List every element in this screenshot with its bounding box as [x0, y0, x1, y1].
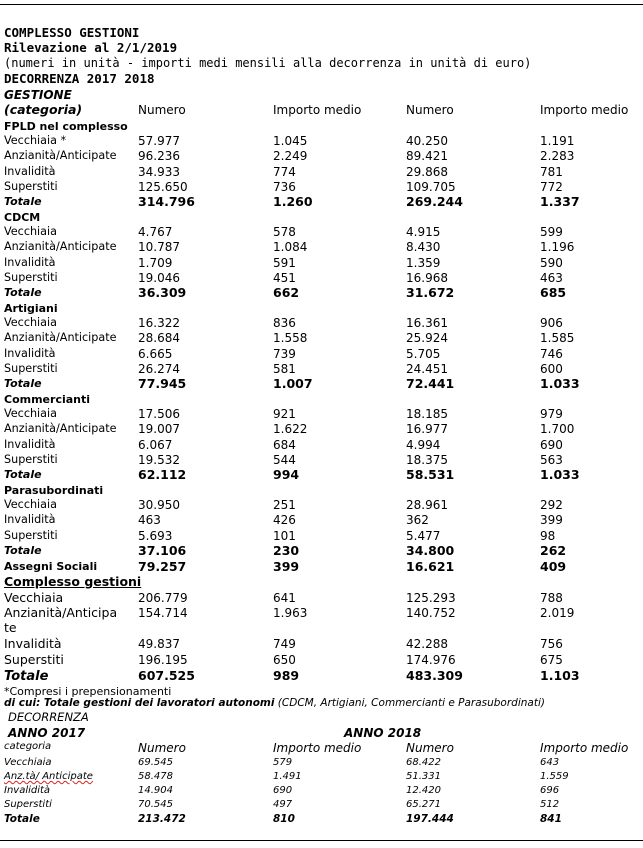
numero-2017: 19.532	[138, 453, 180, 467]
importo-2018: 98	[540, 529, 556, 543]
numero-2017: 213.472	[138, 813, 186, 825]
autonomi-note-bold: di cui: Totale gestioni dei lavoratori autonomi	[4, 697, 275, 709]
importo-2017: 662	[273, 285, 300, 300]
importo-2018: 590	[540, 256, 563, 270]
numero-2017: 1.709	[138, 256, 173, 270]
row-label: Totale	[4, 286, 42, 299]
importo-2017: 544	[273, 453, 296, 467]
numero-2017: 49.837	[138, 637, 180, 651]
top-rule	[0, 4, 643, 5]
numero-2017: 125.650	[138, 180, 188, 194]
numero-2017: 69.545	[138, 757, 173, 768]
numero-2017: 6.067	[138, 438, 173, 452]
importo-2017: 101	[273, 529, 296, 543]
numero-2017: 19.046	[138, 271, 180, 285]
row-label: Totale	[4, 377, 42, 390]
importo-2017: 1.045	[273, 134, 308, 148]
numero-2018: 483.309	[406, 668, 463, 683]
importo-2018: 399	[540, 513, 563, 527]
row-label: Vecchiaia	[4, 757, 52, 768]
importo-2018: 788	[540, 591, 563, 605]
importo-2017: 251	[273, 498, 296, 512]
bottom-rule	[0, 840, 643, 841]
importo-2017: 2.249	[273, 149, 308, 163]
importo-2018: 772	[540, 180, 563, 194]
row-label: Invalidità	[4, 165, 56, 178]
importo-2018: 690	[540, 438, 563, 452]
numero-2017: 62.112	[138, 467, 187, 482]
importo-2017: 591	[273, 256, 296, 270]
row-label: Superstiti	[4, 799, 52, 810]
row-label: Anzianità/Anticipate	[4, 422, 117, 435]
importo-2018: 746	[540, 347, 563, 361]
section-title: CDCM	[4, 211, 41, 224]
numero-2018: 31.672	[406, 285, 455, 300]
numero-2017: 58.478	[138, 771, 173, 782]
numero-2018: 42.288	[406, 637, 448, 651]
row-label: Invalidità	[4, 256, 56, 269]
numero-2017: 4.767	[138, 225, 173, 239]
numero-2017: 34.933	[138, 165, 180, 179]
numero-2017: 206.779	[138, 591, 188, 605]
importo-2017: 581	[273, 362, 296, 376]
importo-2018: 1.196	[540, 240, 575, 254]
numero-2018: 72.441	[406, 376, 455, 391]
importo-2018: 1.559	[540, 771, 569, 782]
numero-2018: 197.444	[406, 813, 454, 825]
numero-2017: 154.714	[138, 606, 188, 620]
importo-2018: 600	[540, 362, 563, 376]
numero-2018: 4.994	[406, 438, 441, 452]
row-label: Vecchiaia	[4, 225, 57, 238]
row-label: Superstiti	[4, 529, 58, 542]
numero-2018: 12.420	[406, 785, 441, 796]
col-importo-2017: Importo medio	[273, 103, 362, 117]
numero-2018: 16.968	[406, 271, 448, 285]
row-label: Totale	[4, 813, 40, 825]
importo-2018: 979	[540, 407, 563, 421]
importo-2017: 774	[273, 165, 296, 179]
importo-2018: 463	[540, 271, 563, 285]
numero-2018: 25.924	[406, 331, 448, 345]
importo-2018: 841	[540, 813, 562, 825]
importo-2018: 1.585	[540, 331, 575, 345]
importo-2018: 643	[540, 757, 560, 768]
numero-2017: 196.195	[138, 653, 188, 667]
document-subtitle: Rilevazione al 2/1/2019	[4, 40, 178, 55]
numero-2018: 5.477	[406, 529, 441, 543]
row-label: Anzianità/Anticipa	[4, 605, 118, 620]
row-label: Assegni Sociali	[4, 560, 98, 573]
importo-2017: 1.622	[273, 422, 308, 436]
numero-2017: 16.322	[138, 316, 180, 330]
row-label: Superstiti	[4, 271, 58, 284]
numero-2018: 8.430	[406, 240, 441, 254]
numero-2018: 5.705	[406, 347, 441, 361]
numero-2017: 28.684	[138, 331, 180, 345]
section-title: Complesso gestioni	[4, 574, 142, 589]
importo-2018: 1.191	[540, 134, 575, 148]
importo-2017: 690	[273, 785, 293, 796]
importo-2017: 749	[273, 637, 296, 651]
numero-2018: 68.422	[406, 757, 441, 768]
importo-2017: 1.491	[273, 771, 302, 782]
numero-2017: 77.945	[138, 376, 187, 391]
importo-2017: 1.084	[273, 240, 308, 254]
numero-2017: 5.693	[138, 529, 173, 543]
row-label: Totale	[4, 669, 49, 684]
row-label: Vecchiaia	[4, 498, 57, 511]
numero-2017: 57.977	[138, 134, 180, 148]
numero-2017: 37.106	[138, 543, 187, 558]
importo-2018: 675	[540, 653, 563, 667]
section-title: Parasubordinati	[4, 484, 104, 497]
numero-2017: 30.950	[138, 498, 180, 512]
importo-2018: 1.033	[540, 376, 580, 391]
importo-2017: 736	[273, 180, 296, 194]
col-importo-2017: Importo medio	[273, 741, 362, 755]
numero-2018: 1.359	[406, 256, 441, 270]
numero-2018: 109.705	[406, 180, 456, 194]
numero-2017: 6.665	[138, 347, 173, 361]
importo-2017: 1.007	[273, 376, 313, 391]
col-numero-2017: Numero	[138, 103, 186, 117]
anno-2017-heading: ANNO 2017	[8, 726, 86, 740]
row-label: Superstiti	[4, 453, 58, 466]
section-title: Artigiani	[4, 302, 58, 315]
importo-2017: 579	[273, 757, 293, 768]
numero-2018: 269.244	[406, 194, 463, 209]
importo-2017: 1.260	[273, 194, 313, 209]
categoria-label: categoria	[4, 741, 52, 752]
importo-2018: 781	[540, 165, 563, 179]
col-importo-2018: Importo medio	[540, 741, 629, 755]
row-label: Totale	[4, 468, 42, 481]
importo-2018: 906	[540, 316, 563, 330]
importo-2017: 641	[273, 591, 296, 605]
numero-2018: 16.361	[406, 316, 448, 330]
importo-2017: 451	[273, 271, 296, 285]
numero-2017: 96.236	[138, 149, 180, 163]
col-numero-2018: Numero	[406, 103, 454, 117]
importo-2018: 756	[540, 637, 563, 651]
importo-2017: 578	[273, 225, 296, 239]
numero-2017: 314.796	[138, 194, 195, 209]
numero-2018: 362	[406, 513, 429, 527]
row-label: Anzianità/Anticipate	[4, 240, 117, 253]
importo-2017: 994	[273, 467, 300, 482]
document-title: COMPLESSO GESTIONI	[4, 25, 140, 40]
numero-2018: 4.915	[406, 225, 441, 239]
importo-2017: 426	[273, 513, 296, 527]
row-label: Invalidità	[4, 636, 62, 651]
numero-2018: 29.868	[406, 165, 448, 179]
numero-2017: 463	[138, 513, 161, 527]
decorrenza-heading: DECORRENZA 2017 2018	[4, 71, 155, 86]
row-label: Invalidità	[4, 785, 51, 796]
importo-2018: 563	[540, 453, 563, 467]
numero-2018: 174.976	[406, 653, 456, 667]
col-numero-2017: Numero	[138, 741, 186, 755]
importo-2018: 1.337	[540, 194, 580, 209]
importo-2018: 599	[540, 225, 563, 239]
section-title: Commercianti	[4, 393, 91, 406]
row-label: Invalidità	[4, 347, 56, 360]
importo-2017: 989	[273, 668, 300, 683]
importo-2018: 696	[540, 785, 560, 796]
numero-2017: 79.257	[138, 559, 187, 574]
footnote: *Compresi i prepensionamenti	[4, 685, 172, 698]
numero-2017: 36.309	[138, 285, 187, 300]
col-importo-2018: Importo medio	[540, 103, 629, 117]
importo-2017: 836	[273, 316, 296, 330]
row-label: Anz.tà/ Anticipate	[4, 771, 93, 782]
numero-2018: 24.451	[406, 362, 448, 376]
importo-2018: 292	[540, 498, 563, 512]
numero-2018: 34.800	[406, 543, 455, 558]
row-label: Vecchiaia	[4, 316, 57, 329]
numero-2017: 607.525	[138, 668, 195, 683]
decorrenza-label: DECORRENZA	[8, 710, 89, 724]
numero-2018: 18.375	[406, 453, 448, 467]
units-note: (numeri in unità - importi medi mensili alla decorrenza in unità di euro)	[4, 56, 532, 70]
importo-2017: 650	[273, 653, 296, 667]
importo-2017: 739	[273, 347, 296, 361]
numero-2018: 58.531	[406, 467, 455, 482]
importo-2018: 685	[540, 285, 567, 300]
numero-2018: 40.250	[406, 134, 448, 148]
row-label: Totale	[4, 544, 42, 557]
importo-2017: 399	[273, 559, 300, 574]
importo-2018: 2.283	[540, 149, 575, 163]
numero-2018: 89.421	[406, 149, 448, 163]
row-label: Vecchiaia	[4, 407, 57, 420]
col-numero-2018: Numero	[406, 741, 454, 755]
row-label: Anzianità/Anticipate	[4, 331, 117, 344]
importo-2017: 684	[273, 438, 296, 452]
row-label-continuation: te	[4, 620, 17, 635]
row-label: Vecchiaia *	[4, 134, 67, 147]
autonomi-note	[4, 698, 545, 709]
numero-2018: 18.185	[406, 407, 448, 421]
numero-2017: 17.506	[138, 407, 180, 421]
importo-2017: 1.558	[273, 331, 308, 345]
row-label: Invalidità	[4, 438, 56, 451]
row-label: Totale	[4, 195, 42, 208]
row-label: Invalidità	[4, 513, 56, 526]
importo-2017: 921	[273, 407, 296, 421]
importo-2017: 497	[273, 799, 293, 810]
anno-2018-heading: ANNO 2018	[344, 726, 422, 740]
numero-2018: 125.293	[406, 591, 456, 605]
numero-2018: 51.331	[406, 771, 441, 782]
importo-2018: 1.033	[540, 467, 580, 482]
importo-2017: 1.963	[273, 606, 308, 620]
importo-2018: 1.700	[540, 422, 575, 436]
numero-2018: 16.977	[406, 422, 448, 436]
numero-2017: 70.545	[138, 799, 173, 810]
numero-2018: 140.752	[406, 606, 456, 620]
categoria-label: (categoria)	[4, 102, 83, 117]
importo-2018: 2.019	[540, 606, 575, 620]
numero-2018: 65.271	[406, 799, 441, 810]
numero-2017: 19.007	[138, 422, 180, 436]
importo-2017: 810	[273, 813, 295, 825]
numero-2018: 16.621	[406, 559, 455, 574]
importo-2018: 262	[540, 543, 567, 558]
row-label: Superstiti	[4, 652, 64, 667]
numero-2018: 28.961	[406, 498, 448, 512]
row-label: Superstiti	[4, 180, 58, 193]
numero-2017: 14.904	[138, 785, 173, 796]
row-label: Superstiti	[4, 362, 58, 375]
importo-2018: 512	[540, 799, 560, 810]
numero-2017: 26.274	[138, 362, 180, 376]
autonomi-note-rest: (CDCM, Artigiani, Commercianti e Parasubordinati)	[274, 697, 545, 709]
numero-2017: 10.787	[138, 240, 180, 254]
section-title: FPLD nel complesso	[4, 120, 128, 133]
importo-2017: 230	[273, 543, 300, 558]
gestione-label: GESTIONE	[4, 88, 72, 102]
row-label: Anzianità/Anticipate	[4, 149, 117, 162]
importo-2018: 409	[540, 559, 567, 574]
row-label: Vecchiaia	[4, 590, 64, 605]
importo-2018: 1.103	[540, 668, 580, 683]
